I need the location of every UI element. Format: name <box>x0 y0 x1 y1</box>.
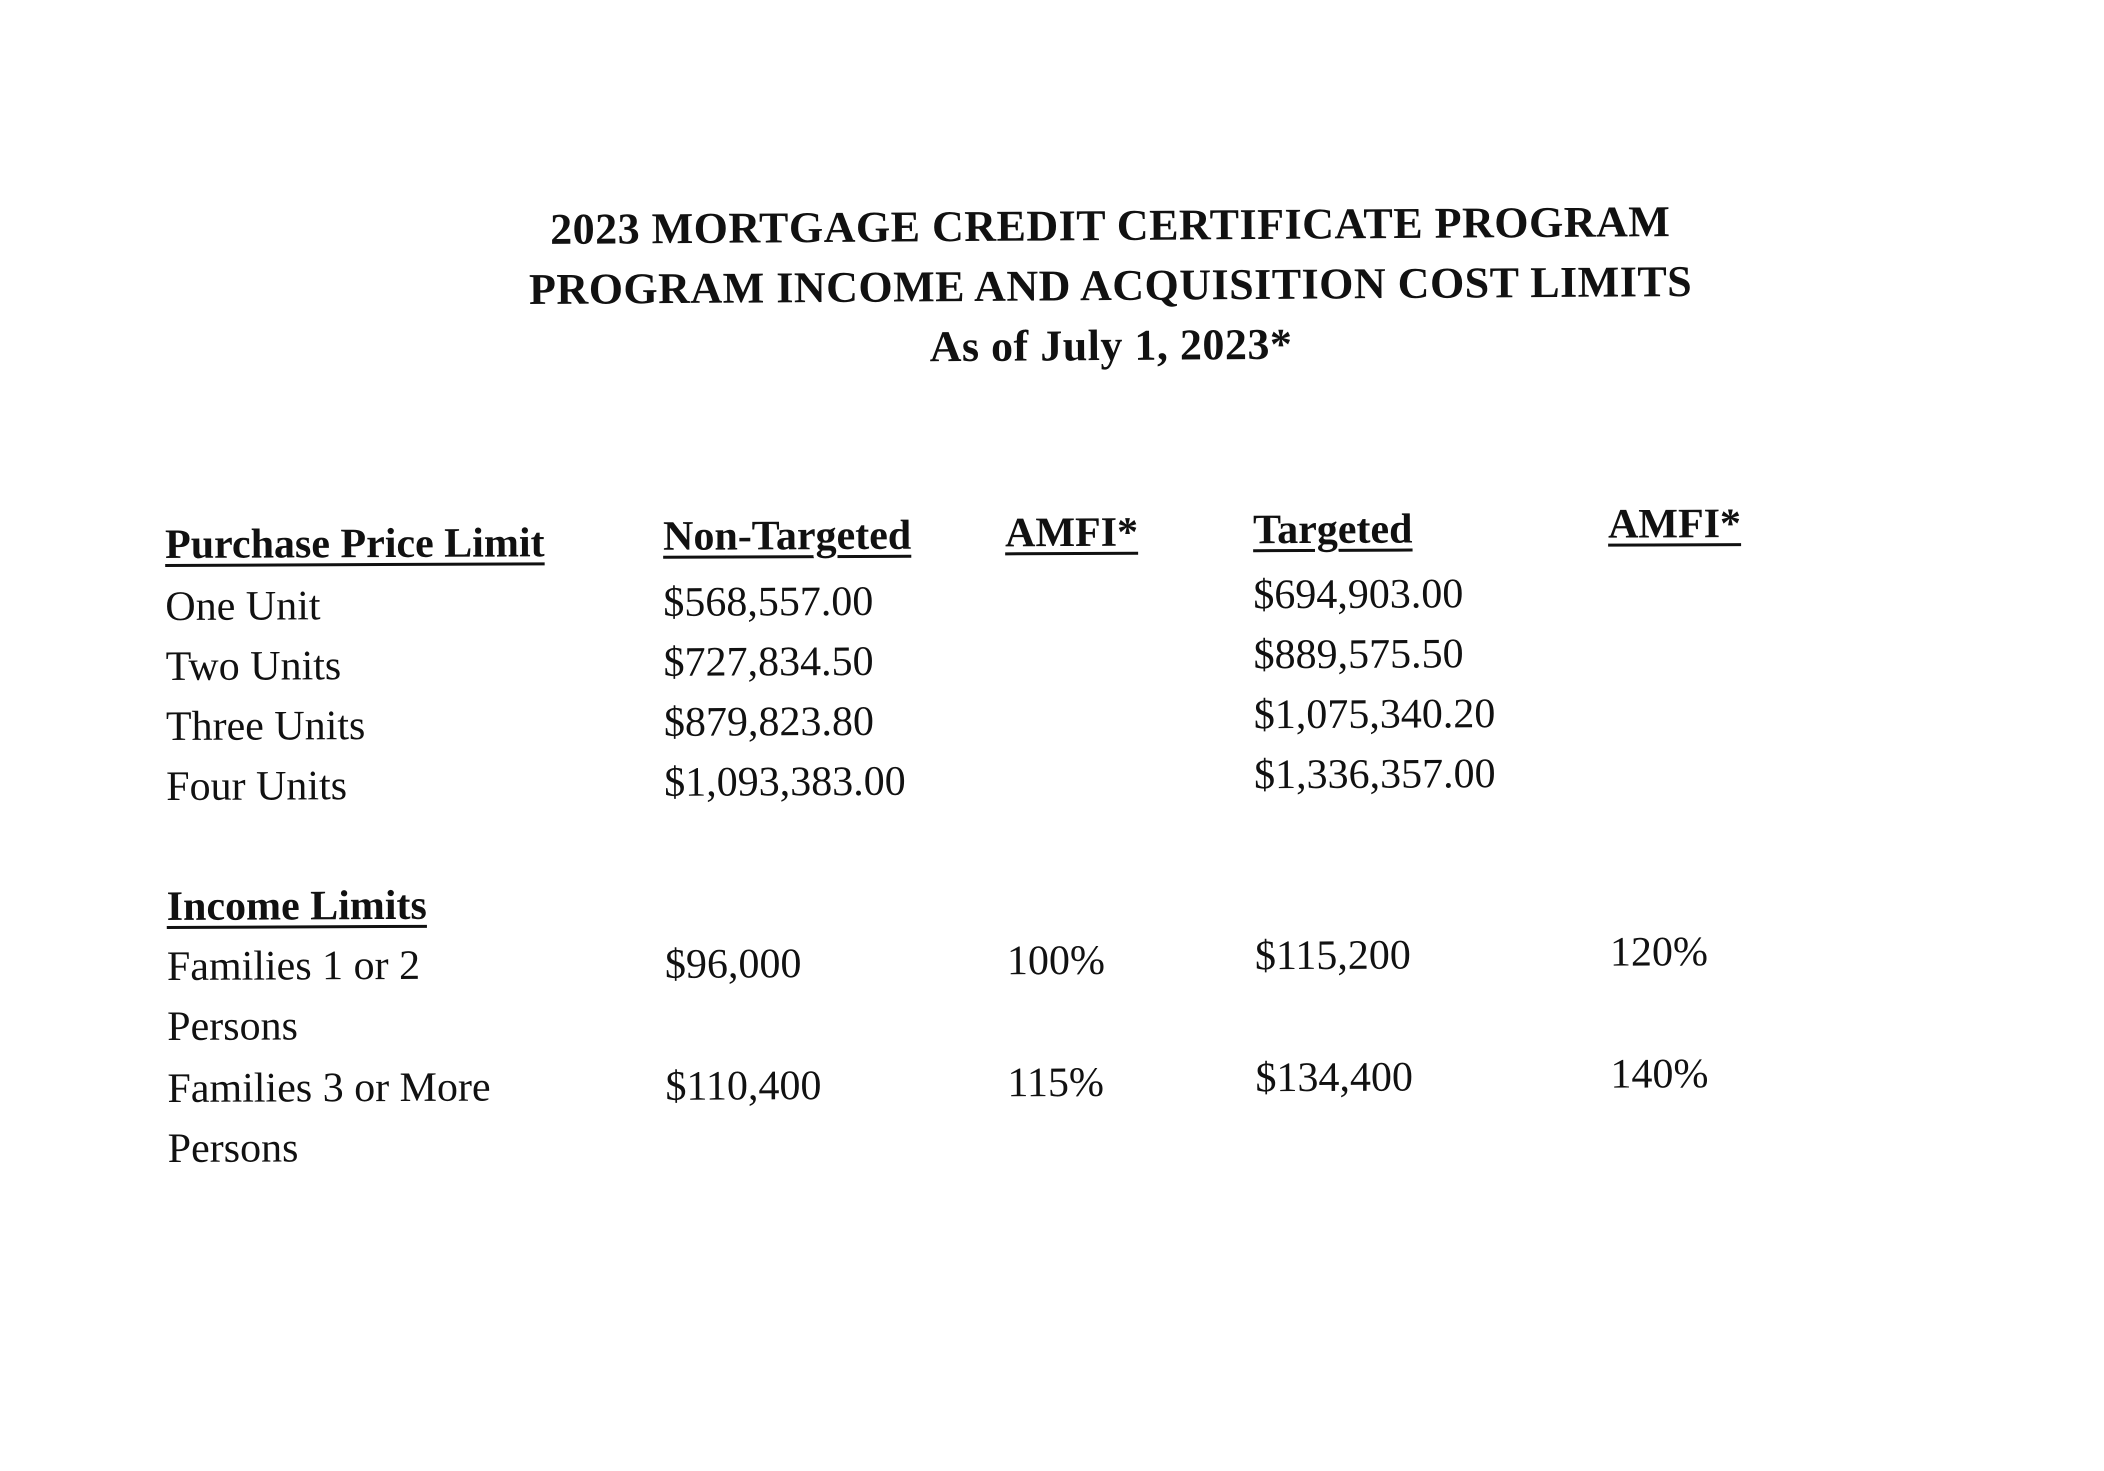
table-row-label: Four Units <box>166 763 348 810</box>
income-row-non-targeted: $96,000 <box>664 941 802 988</box>
income-row-label-cont: Persons <box>167 1003 298 1050</box>
table-row-non-targeted: $879,823.80 <box>663 698 874 746</box>
table-row-targeted: $694,903.00 <box>1253 571 1464 619</box>
income-row-amfi-1: 115% <box>1007 1059 1105 1107</box>
table-row-label: Three Units <box>165 703 366 750</box>
non-targeted-header: Non-Targeted <box>662 512 912 560</box>
table-row-targeted: $1,336,357.00 <box>1254 751 1496 799</box>
income-row-label: Families 3 or More <box>167 1064 491 1112</box>
table-row-targeted: $1,075,340.20 <box>1253 691 1496 739</box>
table-row-label: One Unit <box>165 583 321 630</box>
title-line-2: PROGRAM INCOME AND ACQUISITION COST LIMITS <box>528 256 1693 315</box>
income-row-non-targeted: $110,400 <box>665 1063 822 1110</box>
amfi-header-2: AMFI* <box>1607 501 1742 548</box>
purchase-price-header: Purchase Price Limit <box>165 520 545 568</box>
table-row-non-targeted: $568,557.00 <box>663 578 874 626</box>
income-row-amfi-2: 120% <box>1609 929 1709 976</box>
title-line-1: 2023 MORTGAGE CREDIT CERTIFICATE PROGRAM <box>549 197 1671 254</box>
table-row-label: Two Units <box>165 643 342 690</box>
income-row-amfi-1: 100% <box>1006 937 1106 985</box>
amfi-header-1: AMFI* <box>1004 509 1139 557</box>
income-row-label: Families 1 or 2 <box>166 942 421 990</box>
targeted-header: Targeted <box>1252 506 1413 554</box>
income-limits-header: Income Limits <box>166 882 427 930</box>
table-row-targeted: $889,575.50 <box>1253 631 1464 679</box>
income-row-targeted: $115,200 <box>1254 932 1411 980</box>
title-line-3: As of July 1, 2023* <box>929 319 1293 372</box>
table-row-non-targeted: $1,093,383.00 <box>664 758 906 806</box>
income-row-targeted: $134,400 <box>1255 1054 1414 1102</box>
income-row-label-cont: Persons <box>167 1125 299 1172</box>
income-row-amfi-2: 140% <box>1610 1051 1709 1098</box>
table-row-non-targeted: $727,834.50 <box>663 638 874 686</box>
